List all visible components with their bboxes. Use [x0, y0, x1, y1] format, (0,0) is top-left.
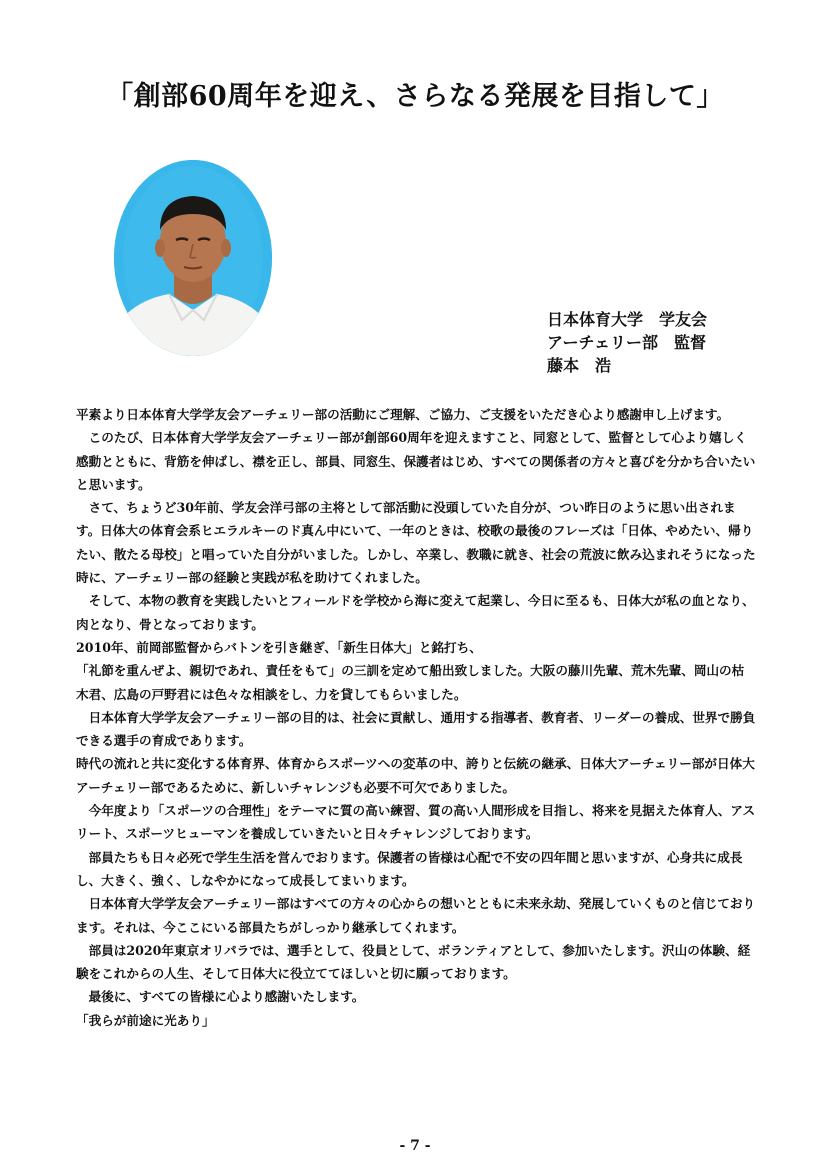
author-block — [547, 308, 707, 377]
paragraph: 「礼節を重んぜよ、親切であれ、責任をもて」の三訓を定めて船出致しました。大阪の藤川先輩、荒木先輩、岡山の枯木君、広島の戸野君には色々な相談をし、力を貸してもらいました。 — [76, 663, 745, 702]
closing-motto: 「我らが前途に光あり」 — [76, 1012, 215, 1028]
paragraph: 2010年、前岡部監督からバトンを引き継ぎ、「新生日体大」と銘打ち、 — [76, 639, 482, 655]
paragraph: そして、本物の教育を実践したいとフィールドを学校から海に変えて起業し、今日に至るも、日体大が私の血となり、肉となり、骨となっております。 — [76, 593, 755, 632]
paragraph: 日本体育大学学友会アーチェリー部はすべての方々の心からの想いとともに未来永劫、発展していくものと信じております。それは、今ここにいる部員たちがしっかり継承してくれます。 — [76, 896, 756, 935]
portrait-photo — [114, 160, 272, 356]
message-body — [76, 403, 756, 1032]
portrait-illustration — [114, 160, 272, 356]
paragraph: さて、ちょうど30年前、学友会洋弓部の主将として部活動に没頭していた自分が、つい昨日のように思い出されます。日体大の体育会系ヒエラルキーのド真ん中にいて、一年のときは、校歌の最後のフレーズは「日体、やめたい、帰りたい、散たる母校」と唱っていた自分がいました。しかし、卒業し、教職に就き、社会の荒波に飲み込まれそうになった時に、アーチェリー部の経験と実践が私を助けてくれました。 — [76, 500, 756, 586]
paragraph: 日本体育大学学友会アーチェリー部の目的は、社会に貢献し、通用する指導者、教育者、リーダーの養成、世界で勝負できる選手の育成であります。 — [76, 709, 756, 749]
paragraph: 時代の流れと共に変化する体育界、体育からスポーツへの変革の中、誇りと伝統の継承、日体大アーチェリー部が日体大アーチェリー部であるために、新しいチャレンジも必要不可欠でありました。 — [76, 756, 755, 795]
paragraph: このたび、日本体育大学学友会アーチェリー部が創部60周年を迎えますこと、同窓として、監督として心より嬉しく感動とともに、背筋を伸ばし、襟を正し、部員、同窓生、保護者はじめ、すべての関係者の方々と喜びを分かち合いたいと思います。 — [76, 430, 756, 492]
paragraph: 平素より日本体育大学学友会アーチェリー部の活動にご理解、ご協力、ご支援をいただき心より感謝申し上げます。 — [76, 407, 730, 422]
paragraph: 部員は2020年東京オリパラでは、選手として、役員として、ボランティアとして、参加いたします。沢山の体験、経験をこれからの人生、そして日体大に役立ててほしいと切に願っております。 — [76, 942, 751, 982]
author-name: 藤本 浩 — [547, 356, 612, 375]
page-title: 「創部60周年を迎え、さらなる発展を目指して」 — [106, 81, 724, 112]
author-affiliation: 日本体育大学 学友会 — [547, 310, 708, 329]
page-number: - 7 - — [399, 1138, 431, 1154]
author-position: アーチェリー部 監督 — [547, 333, 707, 352]
paragraph: 部員たちも日々必死で学生生活を営んでおります。保護者の皆様は心配で不安の四年間と思いますが、心身共に成長し、大きく、強く、しなやかになって成長してまいります。 — [76, 849, 743, 888]
paragraph: 最後に、すべての皆様に心より感謝いたします。 — [88, 989, 365, 1005]
paragraph: 今年度より「スポーツの合理性」をテーマに質の高い練習、質の高い人間形成を目指し、将来を見据えた体育人、アスリート、スポーツヒューマンを養成していきたいと日々チャレンジしております。 — [76, 803, 756, 842]
